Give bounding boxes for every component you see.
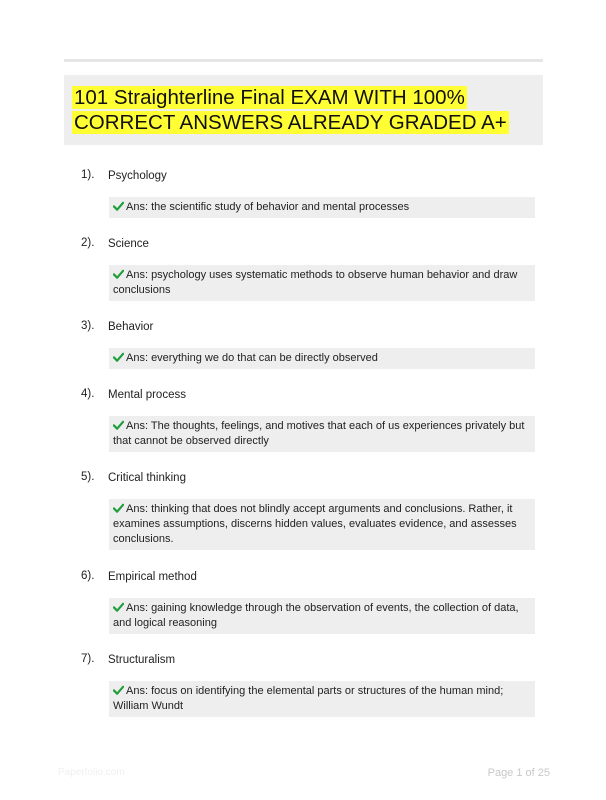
answer-text: Ans: the scientific study of behavior and mental processes — [126, 201, 410, 213]
checkmark-icon — [113, 420, 124, 430]
qa-item-3 — [64, 320, 543, 369]
title-banner — [64, 75, 543, 145]
answer-text: Ans: everything we do that can be directly observed — [126, 352, 378, 364]
answer-text: Ans: thinking that does not blindly accept arguments and conclusions. Rather, it examines assumptions, discerns hidden values, evaluates evidence, and assesses conclusions. — [113, 503, 517, 545]
answer-box — [109, 348, 535, 369]
answer-box — [109, 499, 535, 550]
question-text: Mental process — [108, 389, 186, 401]
question-text: Empirical method — [108, 571, 197, 583]
answer-box — [109, 598, 535, 634]
question-text: Science — [108, 238, 149, 250]
question-number: 3). — [81, 320, 95, 332]
footer-watermark: Paperfolio.com — [58, 767, 125, 778]
qa-item-1 — [64, 169, 543, 218]
qa-item-4 — [64, 388, 543, 452]
checkmark-icon — [113, 269, 124, 279]
qa-item-2 — [64, 237, 543, 301]
answer-box — [109, 265, 535, 301]
question-text: Behavior — [108, 321, 154, 333]
answer-box — [109, 197, 535, 218]
question-text: Critical thinking — [108, 472, 186, 484]
question-text: Structuralism — [108, 654, 176, 666]
checkmark-icon — [113, 503, 124, 513]
question-number: 2). — [81, 237, 95, 249]
question-number: 4). — [81, 388, 95, 400]
answer-box — [109, 681, 535, 717]
question-number: 7). — [81, 653, 95, 665]
question-text: Psychology — [108, 170, 167, 182]
top-divider — [64, 59, 543, 62]
answer-text: Ans: focus on identifying the elemental parts or structures of the human mind; William Wundt — [113, 685, 504, 712]
answer-text: Ans: psychology uses systematic methods to observe human behavior and draw conclusions — [113, 269, 518, 296]
page-number: Page 1 of 25 — [487, 767, 550, 779]
qa-item-7 — [64, 653, 543, 717]
checkmark-icon — [113, 201, 124, 211]
answer-text: Ans: The thoughts, feelings, and motives that each of us experiences privately but that cannot be observed directly — [113, 420, 525, 447]
checkmark-icon — [113, 352, 124, 362]
checkmark-icon — [113, 685, 124, 695]
qa-item-5 — [64, 471, 543, 550]
answer-box — [109, 416, 535, 452]
qa-item-6 — [64, 570, 543, 634]
checkmark-icon — [113, 602, 124, 612]
page-title: 101 Straighterline Final EXAM WITH 100% CORRECT ANSWERS ALREADY GRADED A+ — [74, 86, 507, 134]
question-number: 6). — [81, 570, 95, 582]
question-number: 1). — [81, 169, 95, 181]
answer-text: Ans: gaining knowledge through the observation of events, the collection of data, and logical reasoning — [113, 602, 519, 629]
question-number: 5). — [81, 471, 95, 483]
